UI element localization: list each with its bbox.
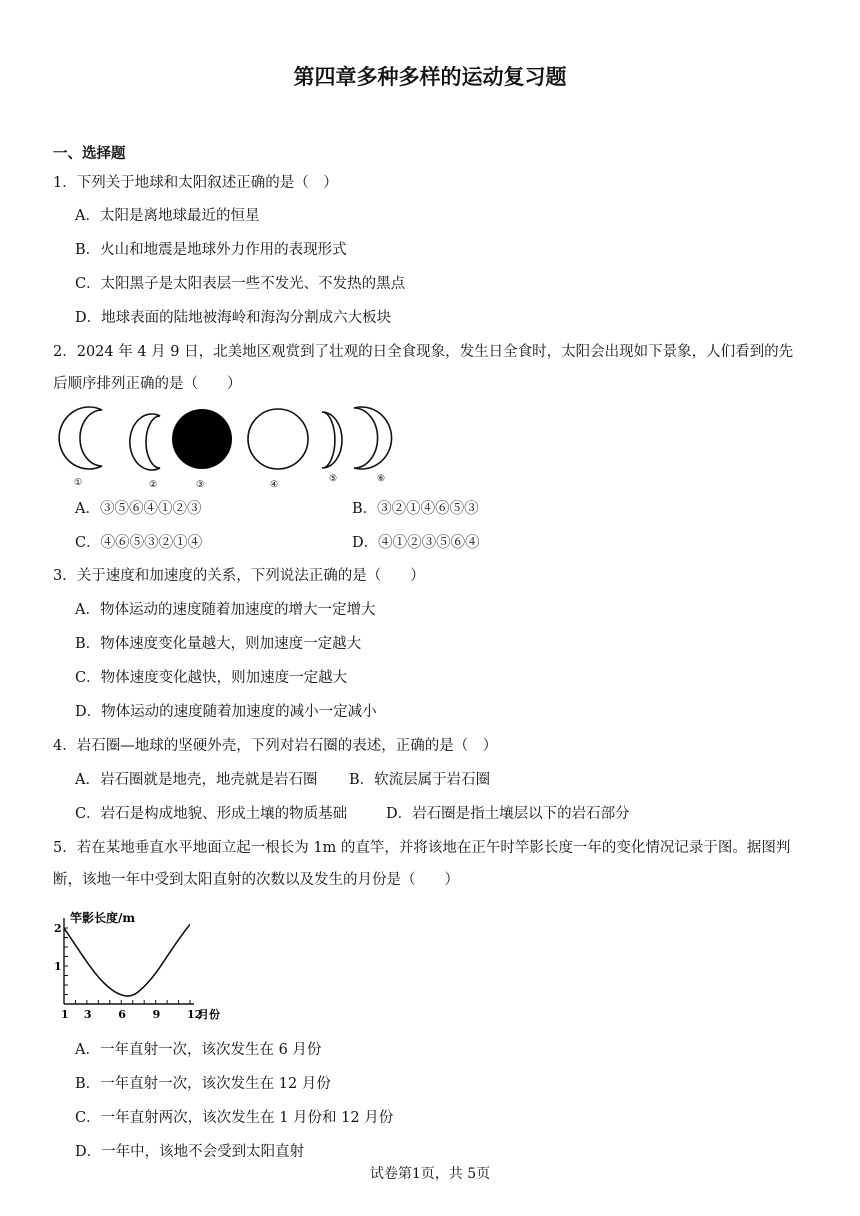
phase-6-shape	[354, 407, 392, 469]
question-5-stem-line2: 断，该地一年中受到太阳直射的次数以及发生的月份是（ ）	[53, 872, 459, 888]
question-4-option-d[interactable]: D．岩石圈是指土壤层以下的岩石部分	[386, 806, 630, 822]
page-title: 第四章多种多样的运动复习题	[293, 64, 567, 89]
phase-label-1: ①	[74, 478, 83, 488]
x-tick-label-3: 3	[83, 1008, 92, 1021]
eclipse-phases-figure	[52, 402, 412, 492]
question-4-option-c[interactable]: C．岩石是构成地貌、形成土壤的物质基础	[75, 806, 348, 822]
page-footer: 试卷第1页，共 5页	[369, 1166, 491, 1182]
question-4-option-b[interactable]: B．软流层属于岩石圈	[349, 772, 491, 788]
question-3-option-a[interactable]: A．物体运动的速度随着加速度的增大一定增大	[75, 602, 376, 618]
chart-ticks	[54, 922, 220, 1021]
phase-4-shape	[248, 409, 308, 469]
question-5-option-d[interactable]: D．一年中，该地不会受到太阳直射	[75, 1144, 305, 1160]
chart-axes	[64, 918, 194, 1004]
x-tick-label-12: 12	[187, 1008, 203, 1021]
question-3-option-c[interactable]: C．物体速度变化越快，则加速度一定越大	[75, 670, 348, 686]
phase-label-3: ③	[196, 480, 205, 490]
question-1-stem: 1．下列关于地球和太阳叙述正确的是（ ）	[53, 175, 338, 191]
x-tick-label-9: 9	[152, 1008, 161, 1021]
question-4-option-a[interactable]: A．岩石圈就是地壳，地壳就是岩石圈	[75, 772, 318, 788]
question-1-option-c[interactable]: C．太阳黑子是太阳表层一些不发光、不发热的黑点	[75, 276, 406, 292]
phase-label-5: ⑤	[329, 474, 338, 484]
question-2-stem-line2: 后顺序排列正确的是（ ）	[53, 376, 242, 392]
phase-label-2: ②	[149, 480, 158, 490]
phase-label-6: ⑥	[377, 474, 386, 484]
question-5-option-c[interactable]: C．一年直射两次，该次发生在 1 月份和 12 月份	[75, 1110, 394, 1126]
question-3-option-b[interactable]: B．物体速度变化量越大，则加速度一定越大	[75, 636, 362, 652]
question-4-stem: 4．岩石圈—地球的坚硬外壳，下列对岩石圈的表述，正确的是（ ）	[53, 738, 498, 754]
question-2-stem-line1: 2．2024 年 4 月 9 日，北美地区观赏到了壮观的日全食现象，发生日全食时，太阳会出现如下景象，人们看到的先	[53, 344, 794, 360]
question-5-option-a[interactable]: A．一年直射一次，该次发生在 6 月份	[75, 1042, 322, 1058]
chart-x-axis-label: 月份	[198, 1008, 220, 1021]
question-1-option-a[interactable]: A．太阳是离地球最近的恒星	[75, 208, 260, 224]
x-tick-label-1: 1	[61, 1008, 69, 1021]
x-tick-label-6: 6	[118, 1008, 126, 1021]
phase-2-shape	[130, 414, 160, 470]
chart-y-axis-label: 竿影长度/m	[70, 911, 136, 925]
question-2-option-d[interactable]: D．④①②③⑤⑥④	[352, 535, 480, 551]
question-5-stem-line1: 5．若在某地垂直水平地面立起一根长为 1m 的直竿，并将该地在正午时竿影长度一年的变化情况记录于图。据图判	[53, 840, 791, 856]
chart-series	[64, 924, 190, 996]
phase-5-shape	[322, 412, 342, 468]
question-2-option-a[interactable]: A．③⑤⑥④①②③	[75, 501, 202, 517]
question-2-option-b[interactable]: B．③②①④⑥⑤③	[352, 501, 479, 517]
phase-1-shape	[59, 407, 102, 469]
question-1-option-d[interactable]: D．地球表面的陆地被海岭和海沟分割成六大板块	[75, 310, 392, 326]
shadow-length-line	[64, 924, 190, 996]
section-heading: 一、选择题	[53, 145, 126, 162]
question-3-option-d[interactable]: D．物体运动的速度随着加速度的减小一定减小	[75, 704, 377, 720]
phase-3-shape	[172, 409, 232, 469]
question-5-option-b[interactable]: B．一年直射一次，该次发生在 12 月份	[75, 1076, 331, 1092]
question-1-option-b[interactable]: B．火山和地震是地球外力作用的表现形式	[75, 242, 347, 258]
y-tick-label-1: 1	[54, 960, 62, 973]
phase-label-4: ④	[270, 480, 279, 490]
question-3-stem: 3．关于速度和加速度的关系，下列说法正确的是（ ）	[53, 568, 425, 584]
shadow-length-chart	[52, 908, 220, 1026]
question-2-option-c[interactable]: C．④⑥⑤③②①④	[75, 535, 203, 551]
y-tick-label-2: 2	[54, 922, 62, 935]
